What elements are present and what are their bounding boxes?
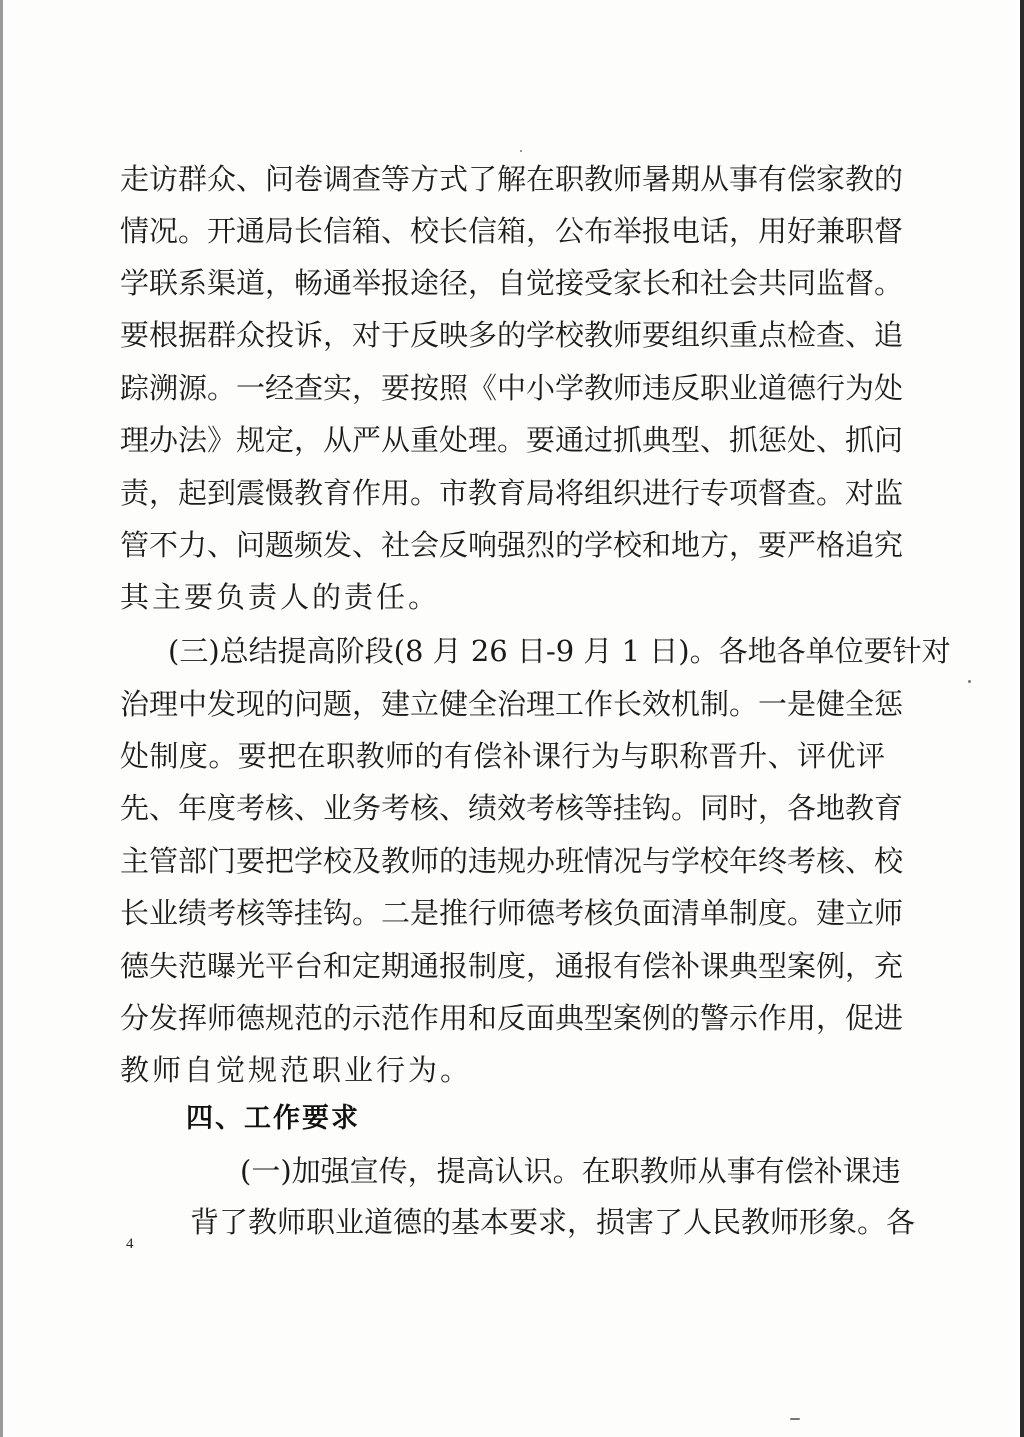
body-line: 其主要负责人的责任。 [120, 580, 441, 614]
body-line: 要根据群众投诉，对于反映多的学校教师要组织重点检查、追 [120, 318, 904, 352]
body-line: 情况。开通局长信箱、校长信箱，公布举报电话，用好兼职督 [120, 214, 904, 248]
body-line: 学联系渠道，畅通举报途径，自觉接受家长和社会共同监督。 [120, 266, 904, 300]
paragraph-start-line: (三)总结提高阶段(8 月 26 日-9 月 1 日)。各地各单位要针对 [168, 634, 951, 668]
scan-speck [790, 1418, 800, 1420]
body-line: 背了教师职业道德的基本要求，损害了人民教师形象。各 [190, 1205, 916, 1239]
scan-speck [520, 150, 522, 152]
body-line: 管不力、问题频发、社会反响强烈的学校和地方，要严格追究 [120, 528, 904, 562]
body-line: 先、年度考核、业务考核、绩效考核等挂钩。同时，各地教育 [120, 791, 904, 825]
page-number: 4 [126, 1236, 134, 1252]
body-line: 处制度。要把在职教师的有偿补课行为与职称晋升、评优评 [120, 739, 885, 773]
scan-edge-left [0, 0, 3, 1437]
paragraph-start-line: (一)加强宣传，提高认识。在职教师从事有偿补课违 [240, 1154, 901, 1188]
section-heading: 四、工作要求 [186, 1103, 360, 1134]
body-line: 教师自觉规范职业行为。 [120, 1053, 473, 1087]
scan-speck [968, 680, 971, 683]
body-line: 长业绩考核等挂钩。二是推行师德考核负面清单制度。建立师 [120, 896, 904, 930]
body-line: 踪溯源。一经查实，要按照《中小学教师违反职业道德行为处 [120, 371, 904, 405]
body-line: 走访群众、问卷调查等方式了解在职教师暑期从事有偿家教的 [120, 162, 904, 196]
body-line: 德失范曝光平台和定期通报制度，通报有偿补课典型案例，充 [120, 949, 904, 983]
body-line: 分发挥师德规范的示范作用和反面典型案例的警示作用，促进 [120, 1001, 904, 1035]
body-line: 治理中发现的问题，建立健全治理工作长效机制。一是健全惩 [120, 687, 904, 721]
body-line: 理办法》规定，从严从重处理。要通过抓典型、抓惩处、抓问 [120, 423, 904, 457]
body-line: 主管部门要把学校及教师的违规办班情况与学校年终考核、校 [120, 844, 904, 878]
body-line: 责，起到震慑教育作用。市教育局将组织进行专项督查。对监 [120, 476, 904, 510]
scan-edge-right [1020, 0, 1024, 1437]
